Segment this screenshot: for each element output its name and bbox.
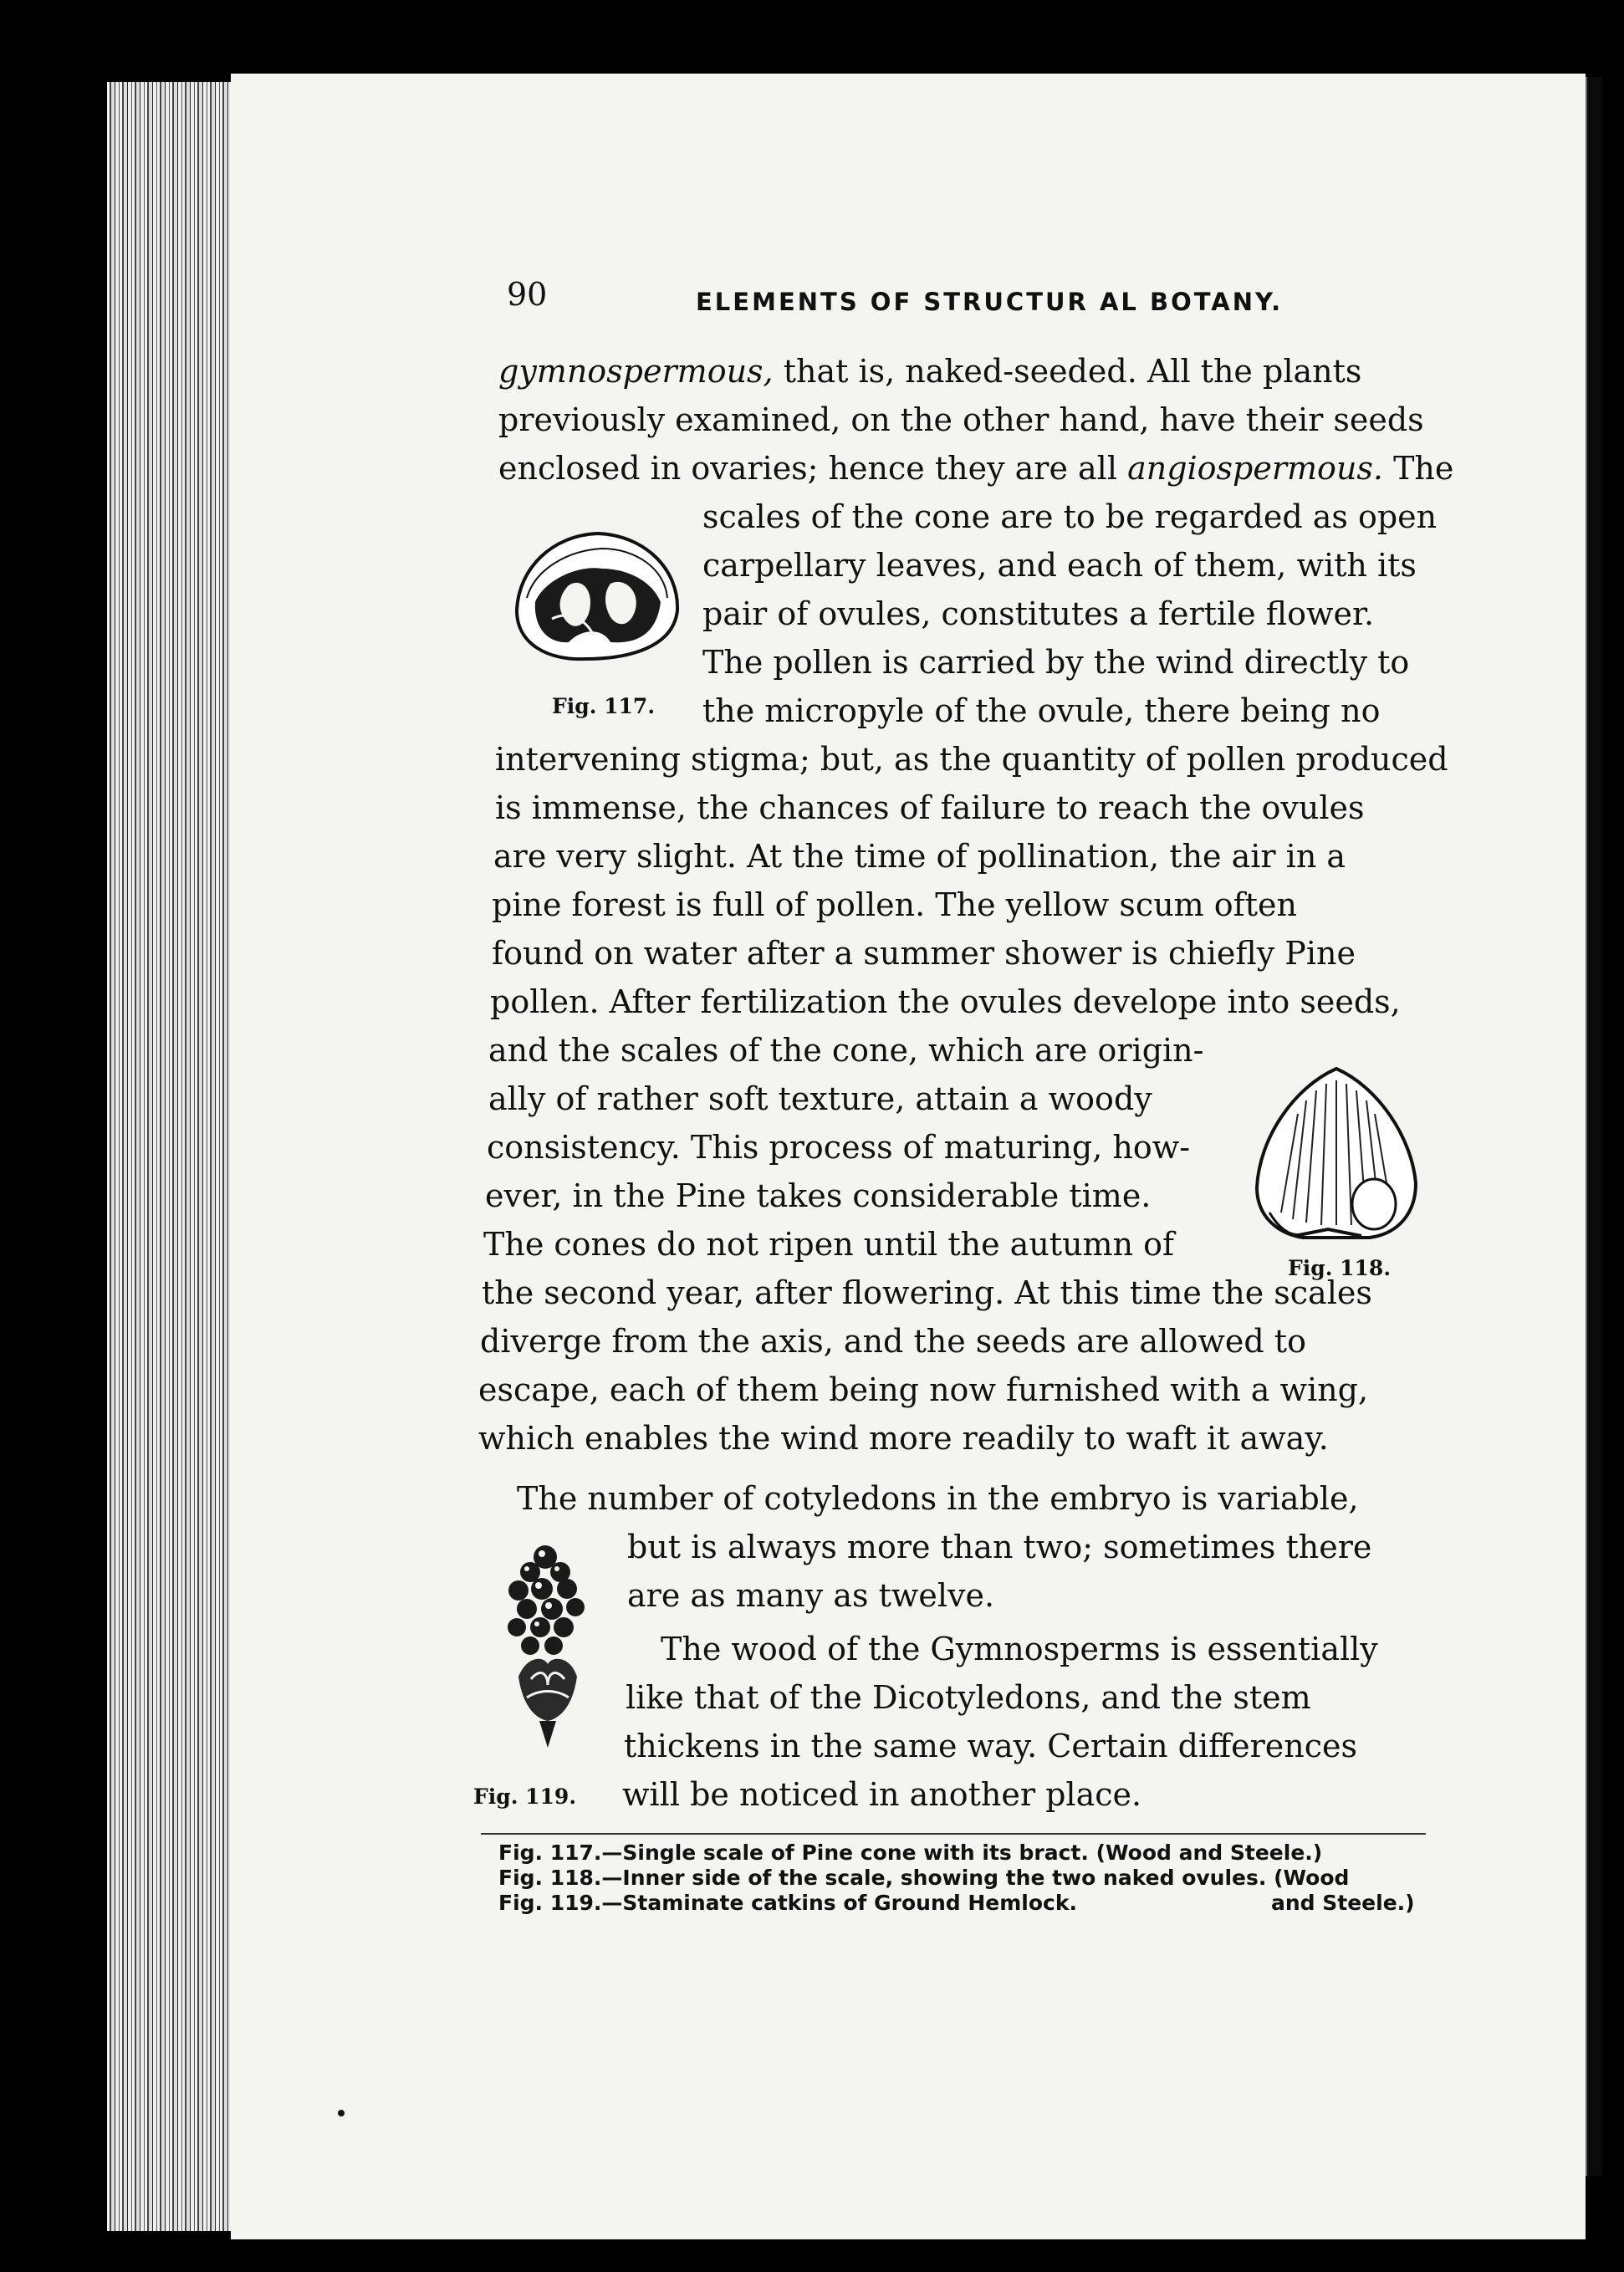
text-line: gymnospermous, that is, naked-seeded. All the plants (498, 353, 1362, 390)
text-line: the second year, after flowering. At this time the scales (482, 1274, 1372, 1311)
text-line: found on water after a summer shower is chiefly Pine (492, 935, 1356, 972)
text-line: pollen. After fertilization the ovules develope into seeds, (490, 983, 1401, 1020)
caption-fig-117: Fig. 117.—Single scale of Pine cone with its bract. (Wood and Steele.) (498, 1841, 1323, 1865)
page-header (0, 276, 1624, 326)
text-line: carpellary leaves, and each of them, with its (702, 547, 1417, 584)
text-line: previously examined, on the other hand, have their seeds (498, 401, 1424, 438)
text-line: The pollen is carried by the wind directly to (702, 644, 1410, 681)
figure-117-pine-scale-illustration (502, 518, 694, 686)
text-line: enclosed in ovaries; hence they are all angiospermous. The (498, 450, 1454, 487)
figure-119-staminate-catkins-illustration (493, 1539, 602, 1773)
text-line: will be noticed in another place. (622, 1776, 1142, 1813)
text-line: The cones do not ripen until the autumn of (483, 1226, 1175, 1263)
caption-fig-118: Fig. 118.—Inner side of the scale, showing the two naked ovules. (Wood (498, 1866, 1350, 1890)
text-line: ally of rather soft texture, attain a woody (488, 1080, 1152, 1117)
text-line: consistency. This process of maturing, how- (487, 1129, 1191, 1166)
text-line: The wood of the Gymnosperms is essentially (661, 1631, 1378, 1667)
figure-117-label: Fig. 117. (552, 694, 656, 718)
text-line: are very slight. At the time of pollination, the air in a (493, 838, 1346, 875)
text-line: the micropyle of the ovule, there being no (702, 692, 1381, 729)
text-line: pine forest is full of pollen. The yellow scum often (492, 886, 1297, 923)
book-page-edges (107, 82, 237, 2231)
caption-fig-119: Fig. 119.—Staminate catkins of Ground Hemlock. (498, 1891, 1077, 1915)
text-line: ever, in the Pine takes considerable time. (485, 1177, 1152, 1214)
page-speck (338, 2110, 345, 2116)
text-line: and the scales of the cone, which are origin- (488, 1032, 1204, 1069)
text-line: is immense, the chances of failure to reach the ovules (495, 789, 1365, 826)
italic-term: gymnospermous, (498, 353, 774, 390)
footnote-divider (481, 1833, 1426, 1835)
text-line: escape, each of them being now furnished with a wing, (478, 1371, 1369, 1408)
text-line: thickens in the same way. Certain differences (624, 1728, 1358, 1764)
figure-119-label: Fig. 119. (473, 1784, 577, 1809)
text-line: but is always more than two; sometimes there (627, 1529, 1372, 1565)
book-binding-shadow (1586, 77, 1602, 2176)
text-line: The number of cotyledons in the embryo is variable, (517, 1480, 1359, 1517)
text-line: pair of ovules, constitutes a fertile flower. (702, 595, 1375, 632)
text-line: are as many as twelve. (627, 1577, 995, 1614)
italic-term: angiospermous. (1127, 450, 1383, 487)
text-line: diverge from the axis, and the seeds are allowed to (480, 1323, 1306, 1360)
text-line: intervening stigma; but, as the quantity of pollen produced (495, 741, 1448, 778)
running-head: ELEMENTS OF STRUCTUR AL BOTANY. (696, 288, 1284, 316)
text-line: which enables the wind more readily to waft it away. (478, 1420, 1329, 1457)
text-line: scales of the cone are to be regarded as open (702, 498, 1438, 535)
figure-118-scale-inner-side-illustration (1244, 1062, 1428, 1254)
figure-118-label: Fig. 118. (1288, 1256, 1392, 1280)
text-line: like that of the Dicotyledons, and the stem (626, 1679, 1311, 1716)
caption-fig-119-continuation: and Steele.) (1271, 1891, 1415, 1915)
page-number: 90 (507, 276, 548, 313)
